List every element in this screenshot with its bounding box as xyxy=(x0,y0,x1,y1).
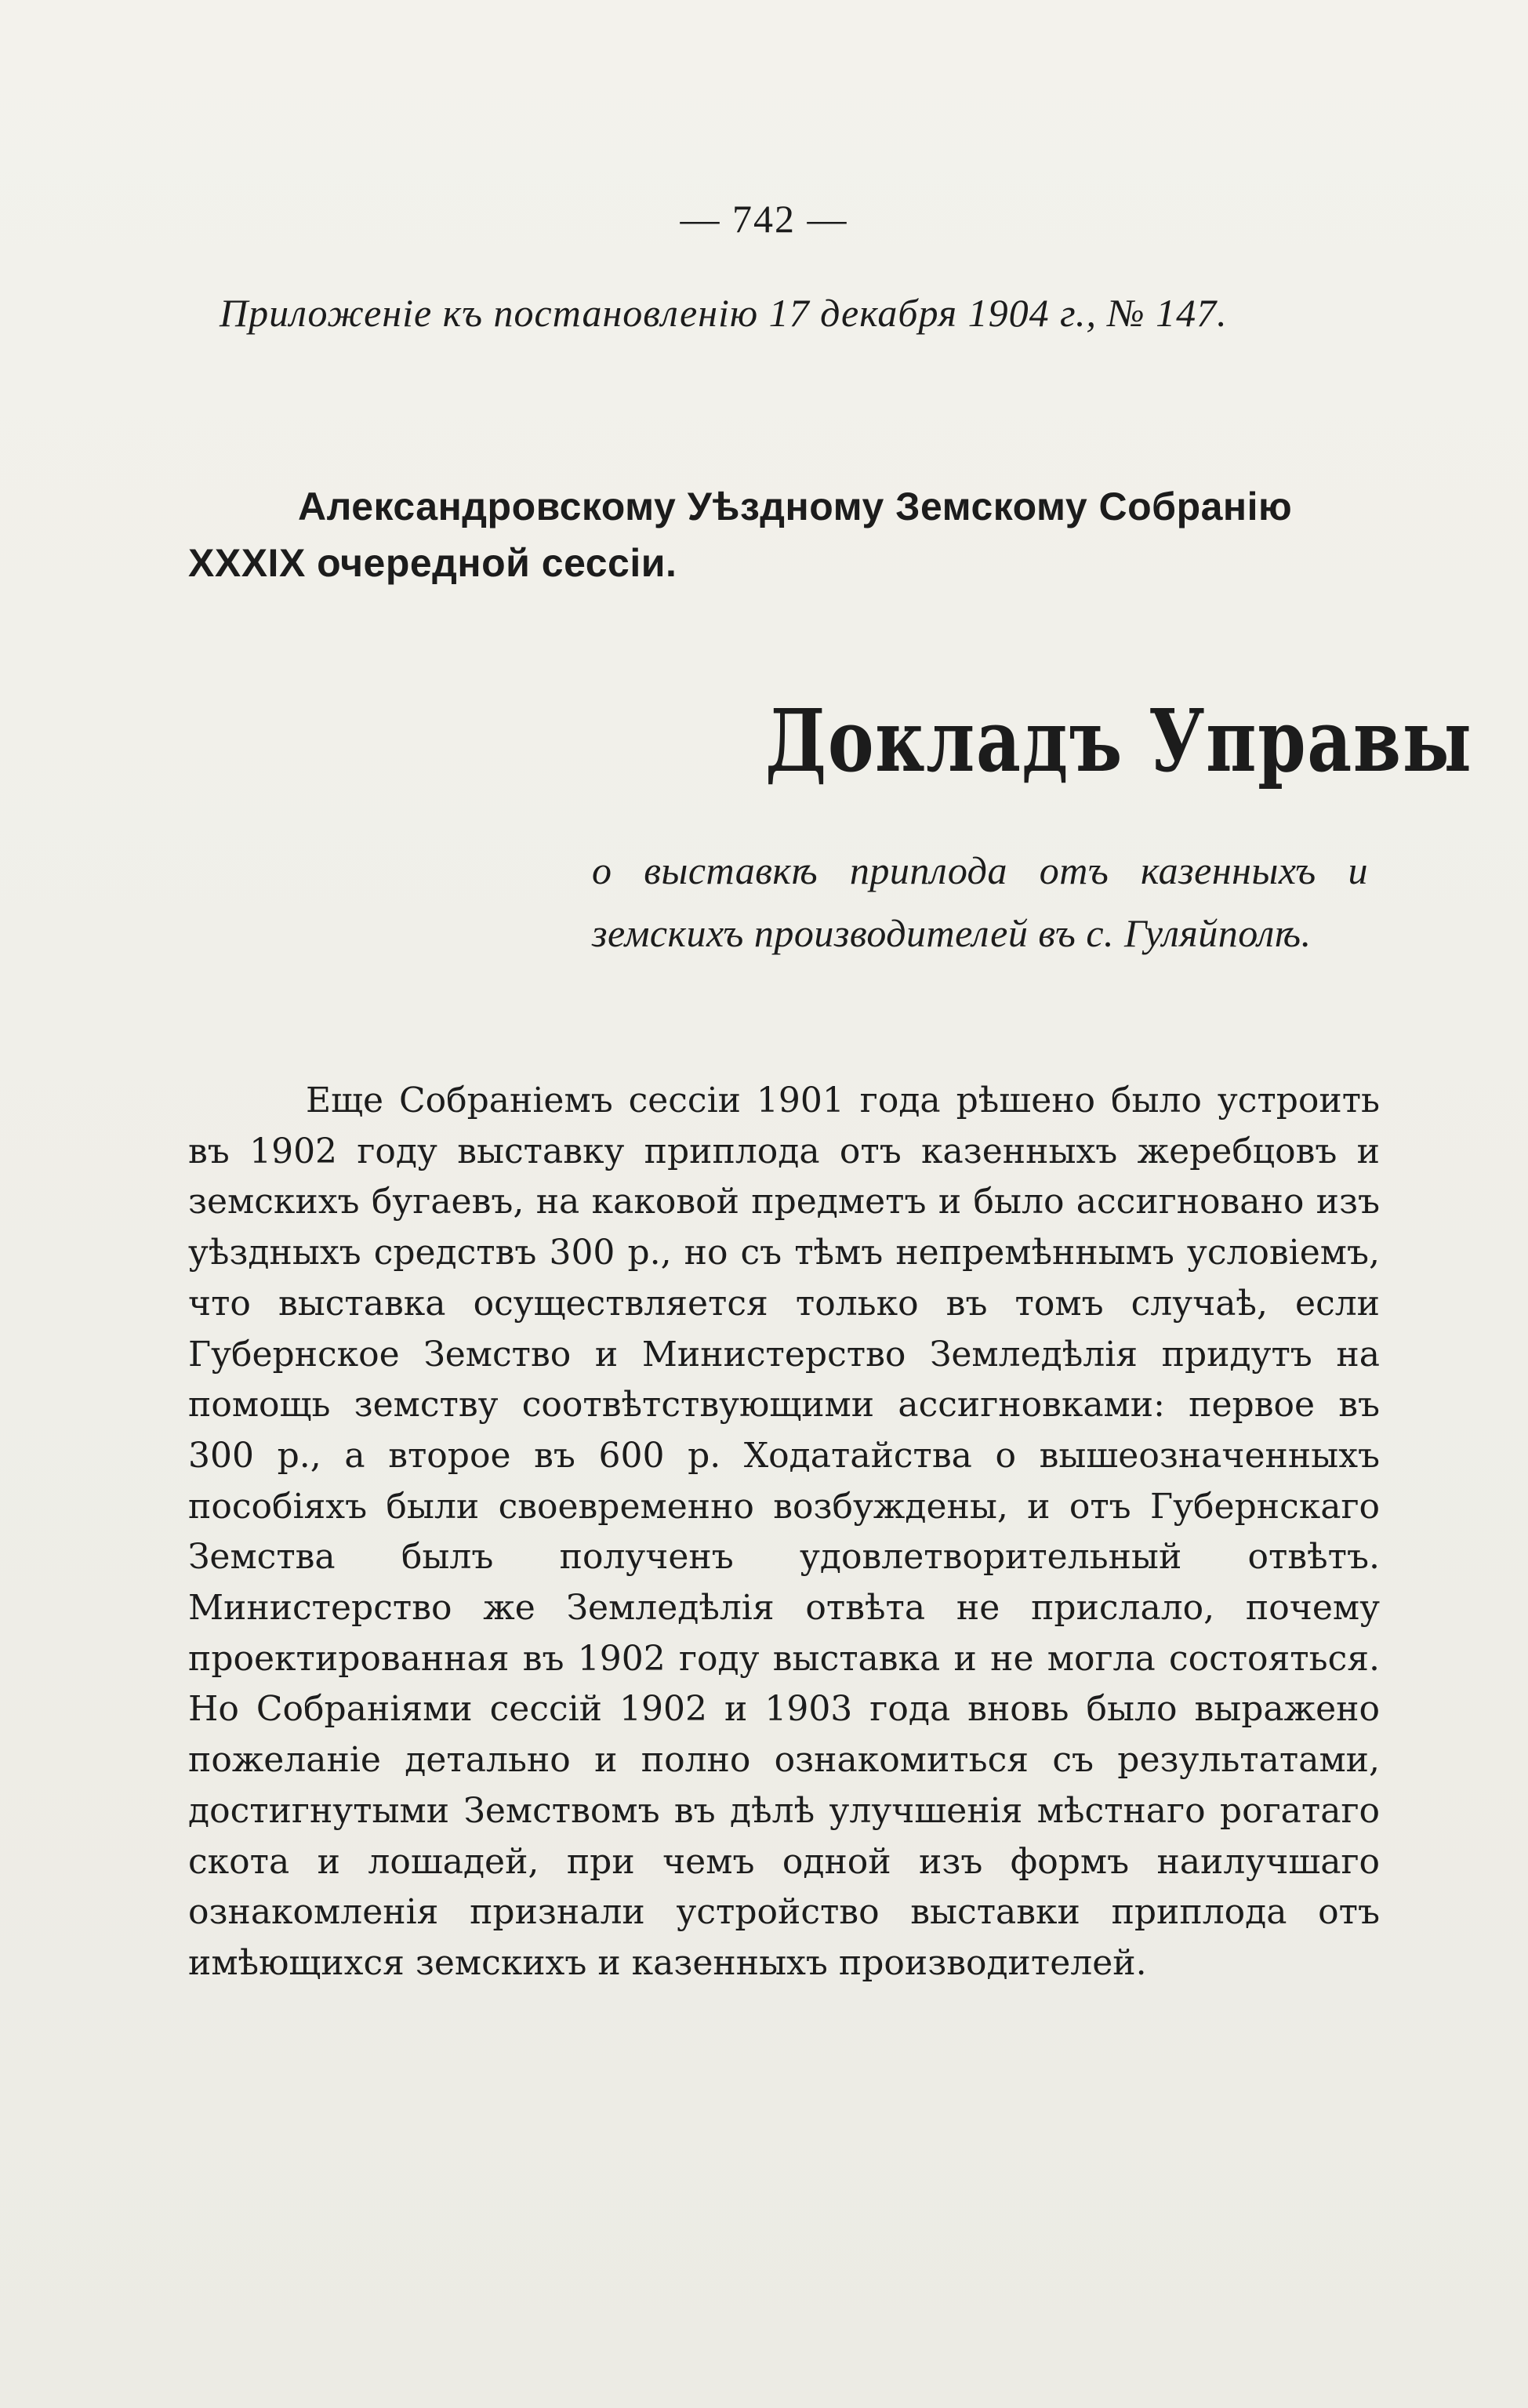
page-number: — 742 — xyxy=(680,197,848,241)
body-paragraph: Еще Собранiемъ сессiи 1901 года рѣшено было устроить въ 1902 году выставку приплода отъ казенныхъ жеребцовъ и земскихъ бугаевъ, на каковой предметъ и было ассигновано изъ уѣздныхъ средствъ 300 р., но съ тѣмъ непремѣннымъ условiемъ, что выставка осуществляется только въ томъ случаѣ, если Губернское Земство и Министерство Земледѣлiя придутъ на помощь земству соотвѣтствующими ассигновками: первое въ 300 р., а второе въ 600 р. Ходатайства о вышеозначенныхъ пособiяхъ были своевременно возбуждены, и отъ Губернскаго Земства былъ полученъ удовлетворительный отвѣтъ. Министерство же Земледѣлiя отвѣта не прислало, почему проектированная въ 1902 году выставка и не могла состояться. Но Собранiями сессiй 1902 и 1903 года вновь было выражено пожеланiе детально и полно ознакомиться съ результатами, достигнутыми Земствомъ въ дѣлѣ улучшенiя мѣстнаго рогатаго скота и лошадей, при чемъ одной изъ формъ наилучшаго ознакомленiя признали устройство выставки приплода отъ имѣющихся земскихъ и казенныхъ производителей. xyxy=(188,1081,1380,1983)
appendix-line: Приложенiе къ постановленiю 17 декабря 1904 г., № 147. xyxy=(220,291,1228,335)
report-title: Докладъ Управы xyxy=(765,690,1473,791)
addressee-heading: Александровскому Уѣздному Земскому Собранiю XXXIX очередной сессiи. xyxy=(188,485,1293,585)
report-subject: о выставкѣ приплода отъ казенныхъ и земскихъ производителей въ с. Гуляйполѣ. xyxy=(592,848,1368,955)
